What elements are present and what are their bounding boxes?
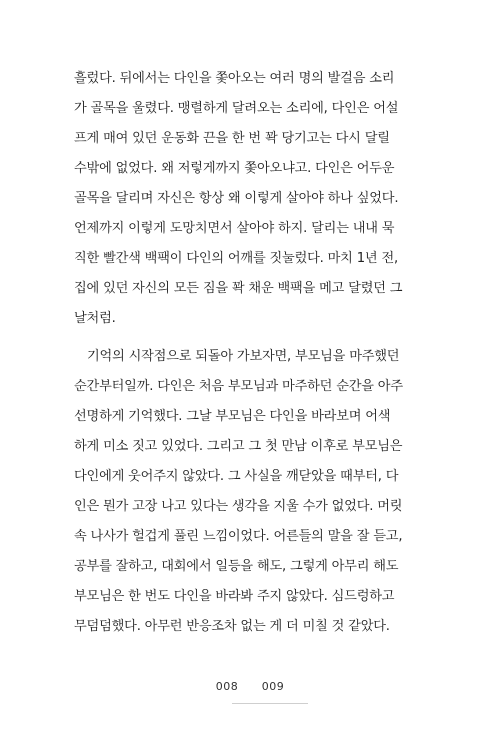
paragraph-line: 인은 뭔가 고장 나고 있다는 생각을 지울 수가 없었다. 머릿 <box>74 499 403 514</box>
paragraph-line: 다인에게 웃어주지 않았다. 그 사실을 깨닫았을 때부터, 다 <box>74 469 399 484</box>
left-page-number: 008 <box>215 680 239 693</box>
right-page-number: 009 <box>261 680 285 693</box>
paragraph-line: 기억의 시작점으로 되돌아 가보자면, 부모님을 마주했던 <box>87 349 400 364</box>
paragraph-line: 속 나사가 헐겁게 풀린 느낌이었다. 어른들의 말을 잘 듣고, <box>74 529 403 544</box>
paragraph-line: 무덤덤했다. 아무런 반응조차 없는 게 더 미칠 것 같았다. <box>74 619 390 634</box>
footer-divider <box>232 703 308 704</box>
paragraph-line: 순간부터일까. 다인은 처음 부모님과 마주하던 순간을 아주 <box>74 379 403 394</box>
paragraph-line: 선명하게 기억했다. 그날 부모님은 다인을 바라보며 어색 <box>74 409 391 424</box>
paragraph-line: 골목을 달리며 자신은 항상 왜 이렇게 살아야 하나 싶었다. <box>74 191 399 206</box>
paragraph-line: 부모님은 한 번도 다인을 바라봐 주지 않았다. 심드렁하고 <box>74 589 395 604</box>
paragraph-line: 가 골목을 울렸다. 맹렬하게 달려오는 소리에, 다인은 어설 <box>74 101 399 116</box>
paragraph-2 <box>74 342 434 642</box>
paragraph-1 <box>74 64 434 334</box>
paragraph-line: 프게 매여 있던 운동화 끈을 한 번 꽉 당기고는 다시 달릴 <box>74 131 390 146</box>
paragraph-line: 날처럼. <box>74 311 116 326</box>
paragraph-line: 하게 미소 짓고 있었다. 그리고 그 첫 만남 이후로 부모님은 <box>74 439 403 454</box>
paragraph-line: 흘렀다. 뒤에서는 다인을 쫓아오는 여러 명의 발걸음 소리 <box>74 71 395 86</box>
page-number-footer <box>0 680 500 693</box>
paragraph-line: 직한 빨간색 백팩이 다인의 어깨를 짓눌렀다. 마치 1년 전, <box>74 251 398 266</box>
paragraph-line: 집에 있던 자신의 모든 짐을 꽉 채운 백팩을 메고 달렸던 그 <box>74 281 403 296</box>
paragraph-line: 공부를 잘하고, 대회에서 일등을 해도, 그렇게 아무리 해도 <box>74 559 399 574</box>
paragraph-line: 언제까지 이렇게 도망치면서 살아야 하지. 달리는 내내 묵 <box>74 221 395 236</box>
paragraph-line: 수밖에 없었다. 왜 저렇게까지 쫓아오냐고. 다인은 어두운 <box>74 161 395 176</box>
